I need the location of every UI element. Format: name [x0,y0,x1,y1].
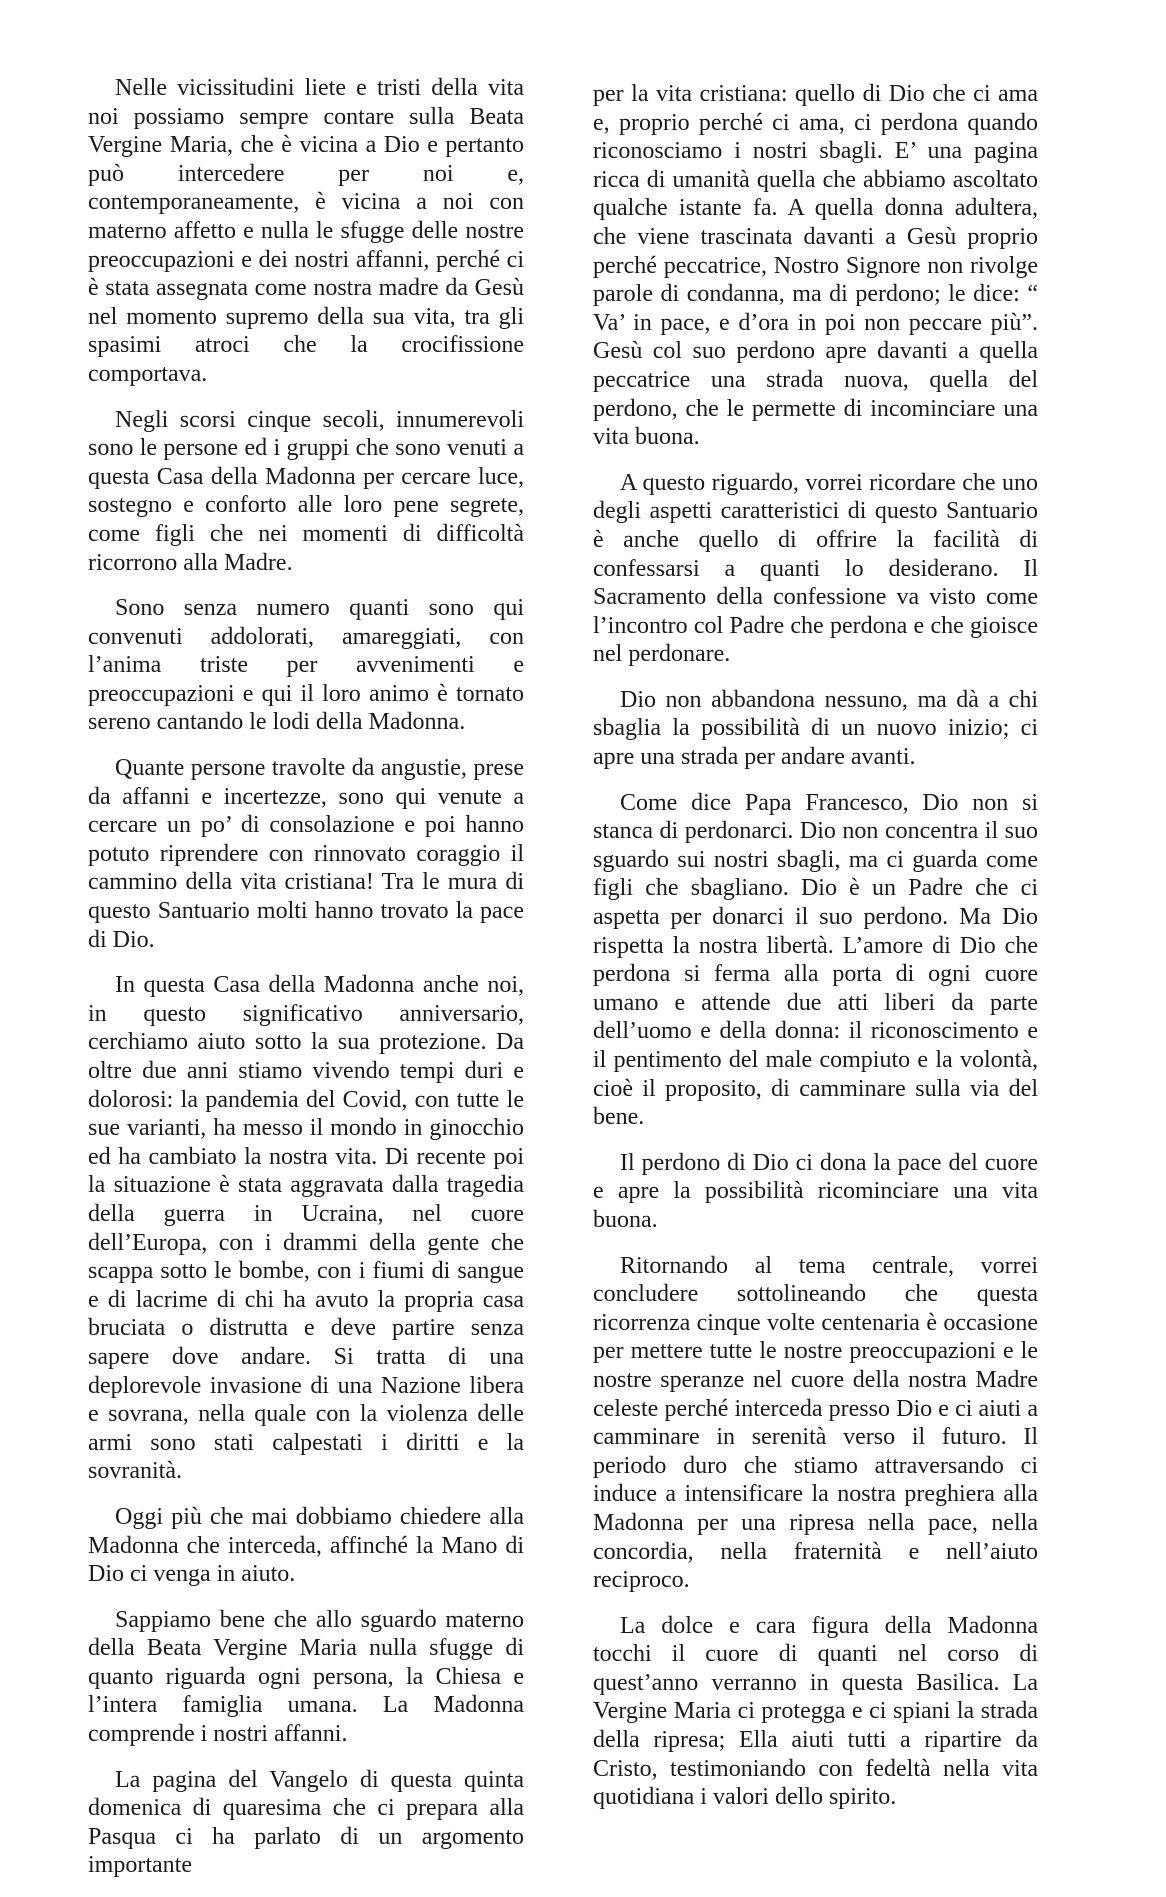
paragraph-continuation: per la vita cristiana: quello di Dio che ci ama e, proprio perché ci ama, ci perdona quando riconosciamo i nostri sbagli. E’ una pagina ricca di umanità quella che abbiamo ascoltato qualche istante fa. A quella donna adultera, che viene trascinata davanti a Gesù proprio perché peccatrice, Nostro Signore non rivolge parole di condanna, ma di perdono; le dice: “ Va’ in pace, e d’ora in poi non peccare più”. Gesù col suo perdono apre davanti a quella peccatrice una strada nuova, quella del perdono, che le permette di incominciare una vita buona. [593,81,1038,451]
right-text-column [593,80,1038,1829]
paragraph: La pagina del Vangelo di questa quinta domenica di quaresima che ci prepara alla Pasqua ci ha parlato di un argomento importante [88,1766,524,1879]
paragraph: Negli scorsi cinque secoli, innumerevoli sono le persone ed i gruppi che sono venuti a questa Casa della Madonna per cercare luce, sostegno e conforto alle loro pene segrete, come figli che nei momenti di difficoltà ricorrono alla Madre. [88,406,524,576]
paragraph: Quante persone travolte da angustie, prese da affanni e incertezze, sono qui venute a cercare un po’ di consolazione e poi hanno potuto riprendere con rinnovato coraggio il cammino della vita cristiana! Tra le mura di questo Santuario molti hanno trovato la pace di Dio. [88,755,524,953]
paragraph: Il perdono di Dio ci dona la pace del cuore e apre la possibilità ricominciare una vita buona. [593,1149,1038,1233]
paragraph: Nelle vicissitudini liete e tristi della vita noi possiamo sempre contare sulla Beata Vergine Maria, che è vicina a Dio e pertanto può intercedere per noi e, contemporaneamente, è vicina a noi con materno affetto e nulla le sfugge delle nostre preoccupazioni e dei nostri affanni, perché ci è stata assegnata come nostra madre da Gesù nel momento supremo della sua vita, tra gli spasimi atroci che la crocifissione comportava. [88,75,524,387]
paragraph: In questa Casa della Madonna anche noi, in questo significativo anniversario, cerchiamo aiuto sotto la sua protezione. Da oltre due anni stiamo vivendo tempi duri e dolorosi: la pandemia del Covid, con tutte le sue varianti, ha messo il mondo in ginocchio ed ha cambiato la nostra vita. Di recente poi la situazione è stata aggravata dalla tragedia della guerra in Ucraina, nel cuore dell’Europa, con i drammi della gente che scappa sotto le bombe, con i fiumi di sangue e di lacrime di chi ha avuto la propria casa bruciata o distrutta e deve partire senza sapere dove andare. Si tratta di una deplorevole invasione di una Nazione libera e sovrana, nella quale con la violenza delle armi sono stati calpestati i diritti e la sovranità. [88,972,524,1485]
paragraph: Dio non abbandona nessuno, ma dà a chi sbaglia la possibilità di un nuovo inizio; ci apre una strada per andare avanti. [593,686,1038,771]
left-text-column [88,74,524,1897]
paragraph: Oggi più che mai dobbiamo chiedere alla Madonna che interceda, affinché la Mano di Dio ci venga in aiuto. [88,1503,524,1588]
paragraph: A questo riguardo, vorrei ricordare che uno degli aspetti caratteristici di questo Santuario è anche quello di offrire la facilità di confessarsi a quanti lo desiderano. Il Sacramento della confessione va visto come l’incontro col Padre che perdona e che gioisce nel perdonare. [593,469,1038,668]
paragraph: Sono senza numero quanti sono qui convenuti addolorati, amareggiati, con l’anima triste per avvenimenti e preoccupazioni e qui il loro animo è tornato sereno cantando le lodi della Madonna. [88,595,524,736]
paragraph: La dolce e cara figura della Madonna tocchi il cuore di quanti nel corso di quest’anno verranno in questa Basilica. La Vergine Maria ci protegga e ci spiani la strada della ripresa; Ella aiuti tutti a ripartire da Cristo, testimoniando con fedeltà nella vita quotidiana i valori dello spirito. [593,1612,1038,1811]
paragraph: Ritornando al tema centrale, vorrei concludere sottolineando che questa ricorrenza cinque volte centenaria è occasione per mettere tutte le nostre preoccupazioni e le nostre speranze nel cuore della nostra Madre celeste perché interceda presso Dio e ci aiuti a camminare in serenità verso il futuro. Il periodo duro che stiamo attraversando ci induce a intensificare la nostra preghiera alla Madonna per una ripresa nella pace, nella concordia, nella fraternità e nell’aiuto reciproco. [593,1252,1038,1594]
paragraph: Sappiamo bene che allo sguardo materno della Beata Vergine Maria nulla sfugge di quanto riguarda ogni persona, la Chiesa e l’intera famiglia umana. La Madonna comprende i nostri affanni. [88,1606,524,1748]
paragraph: Come dice Papa Francesco, Dio non si stanca di perdonarci. Dio non concentra il suo sguardo sui nostri sbagli, ma ci guarda come figli che sbagliano. Dio è un Padre che ci aspetta per donarci il suo perdono. Ma Dio rispetta la nostra libertà. L’amore di Dio che perdona si ferma alla porta di ogni cuore umano e attende due atti liberi da parte dell’uomo e della donna: il riconoscimento e il pentimento del male compiuto e la volontà, cioè il proposito, di camminare sulla via del bene. [593,789,1038,1131]
